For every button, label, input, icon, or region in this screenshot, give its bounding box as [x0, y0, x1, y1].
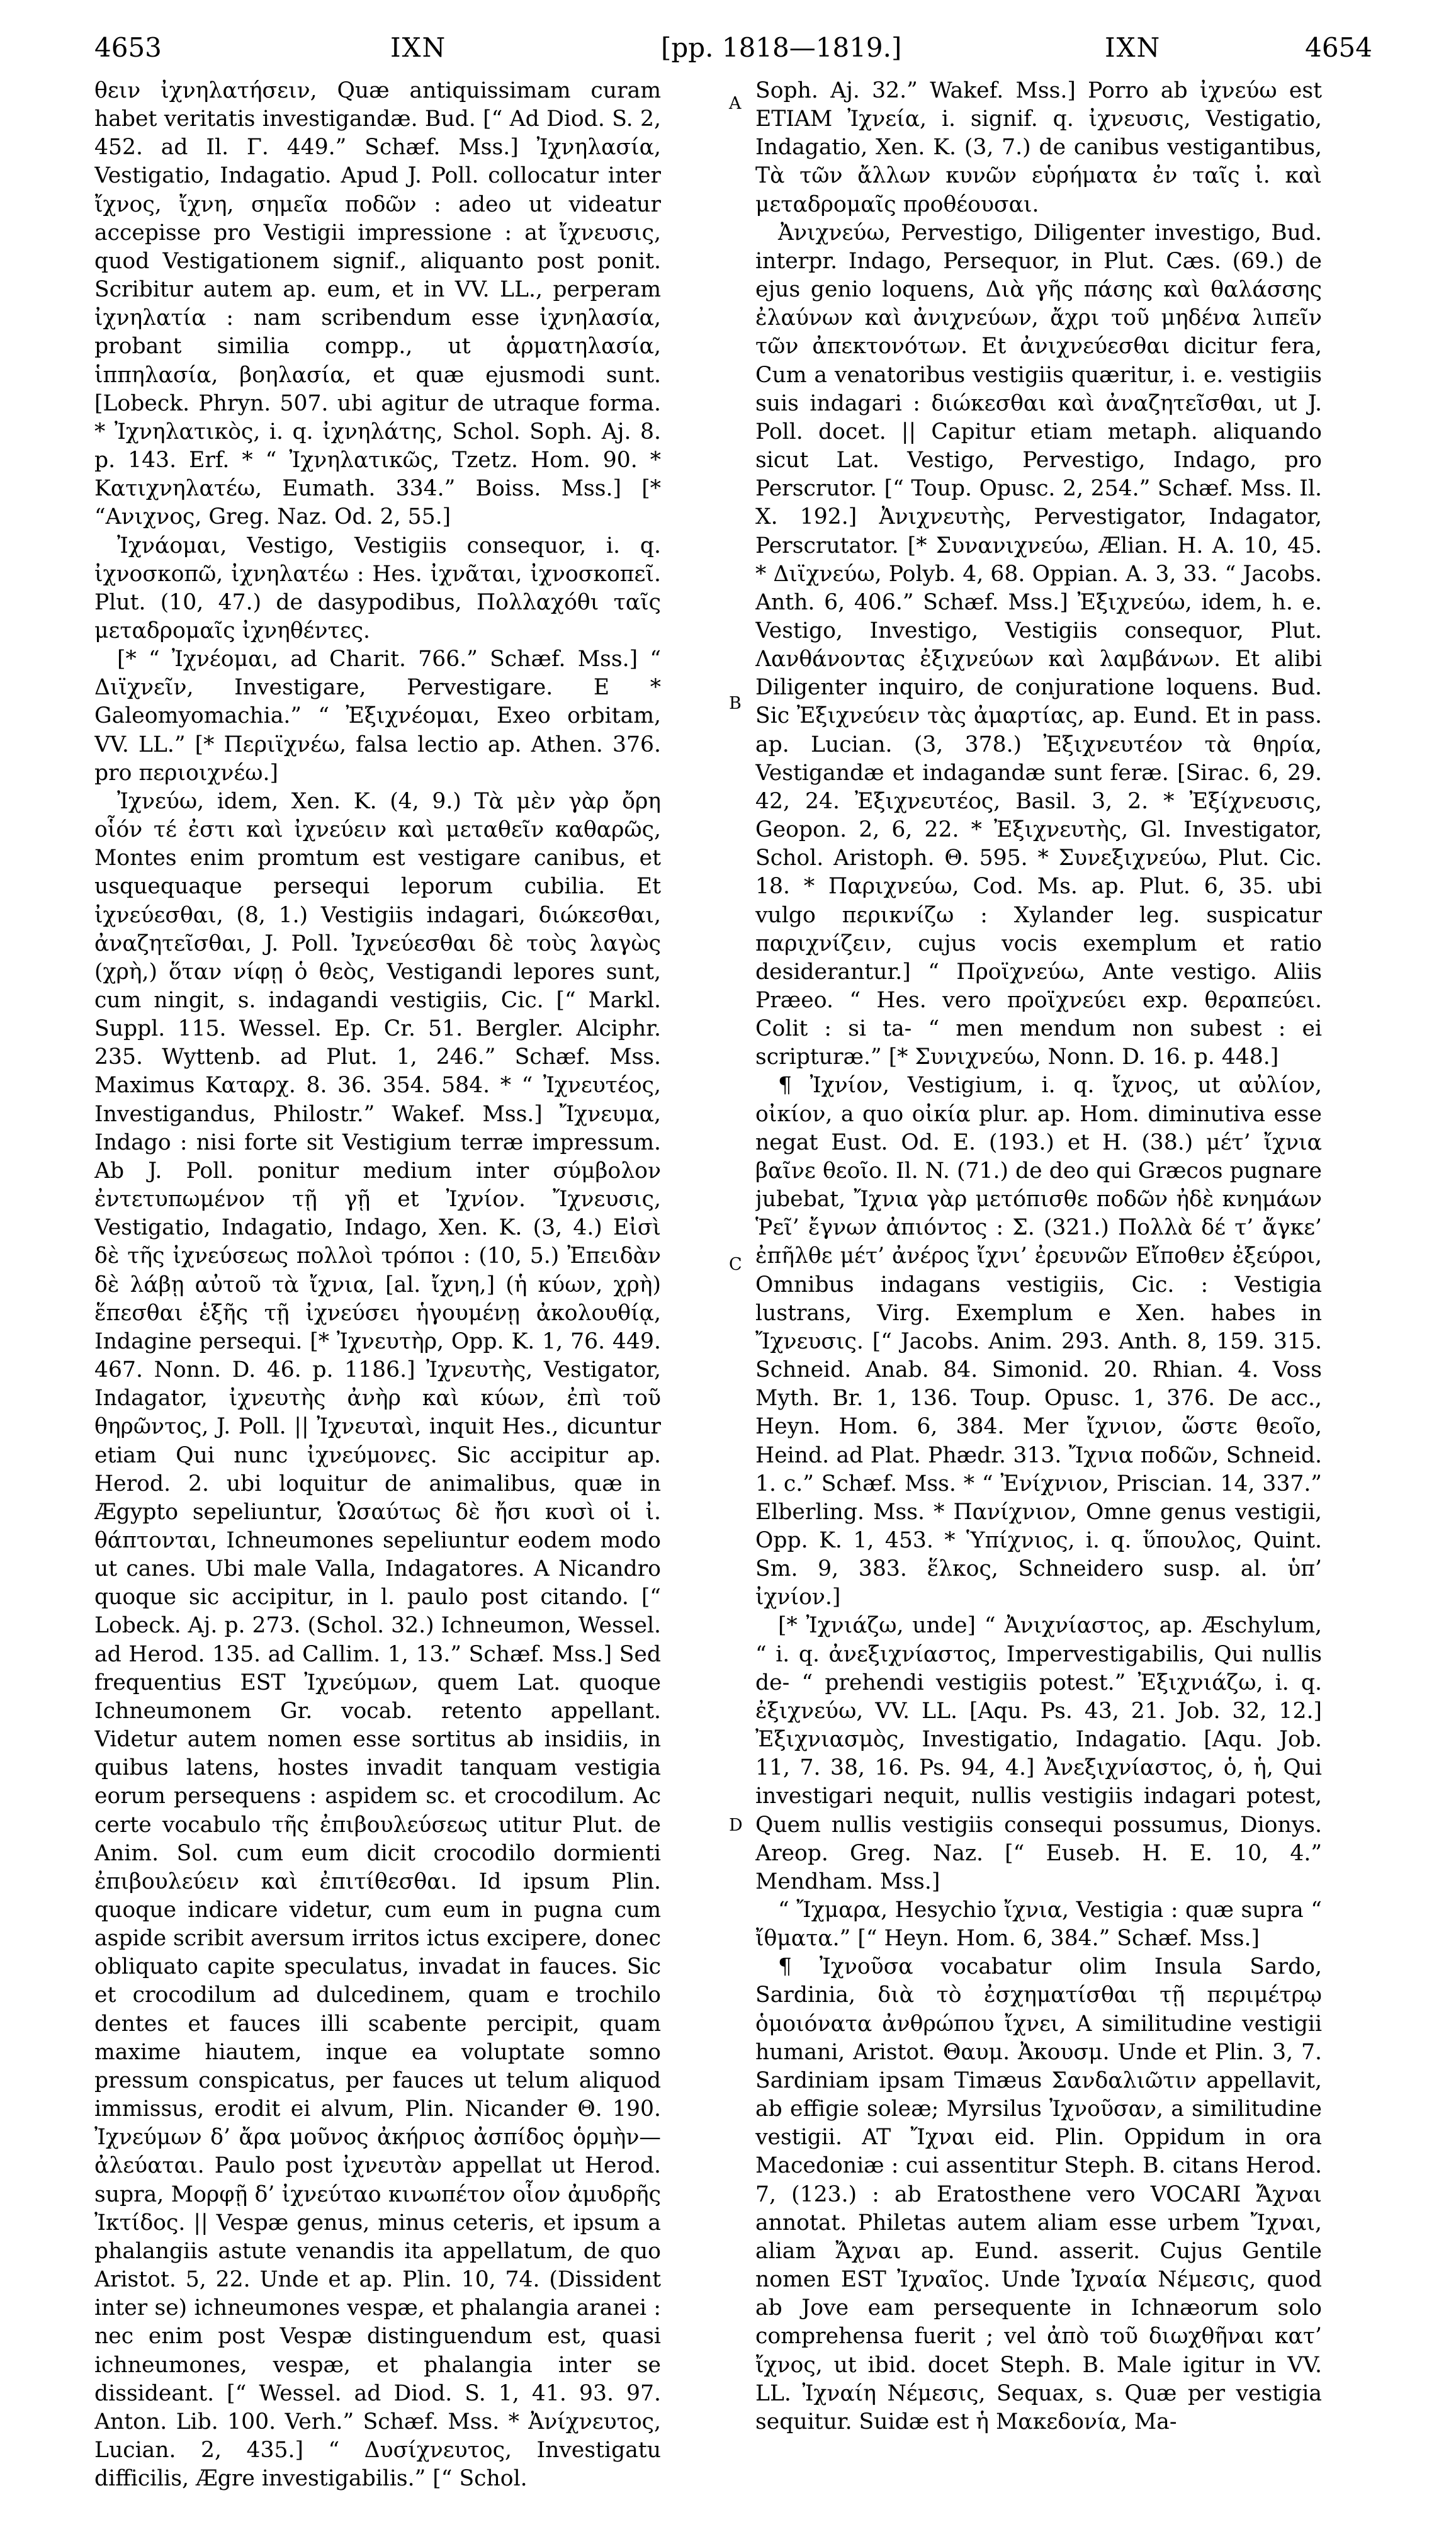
- entry-paragraph: ¶ Ἰχνοῦσα vocabatur olim Insula Sardo, Sardinia, διὰ τὸ ἐσχηματίσθαι τῇ περιμέτρῳ ὁμοιόνατα ἀνθρώπου ἴχνει, A similitudine vestigii humani, Aristot. Θαυμ. Ἀκουσμ. Unde et Plin. 3, 7. Sardiniam ipsam Timæus Σανδαλιῶτιν appellavit, ab effigie soleæ; Myrsilus Ἰχνοῦσαν, a similitudine vestigii. AT Ἴχναι eid. Plin. Oppidum in ora Macedoniæ : cui assentitur Steph. B. citans Herod. 7, (123.) : ab Eratosthene vero VOCARI Ἄχναι annotat. Philetas autem aliam esse urbem Ἴχναι, aliam Ἄχναι ap. Eund. asserit. Cujus Gentile nomen EST Ἰχναῖος. Unde Ἰχναία Νέμεσις, quod ab Jove eam persequente in Ichnæorum solo comprehensa fuerit ; vel ἀπὸ τοῦ διωχθῆναι κατ’ ἴχνος, ut ibid. docet Steph. B. Male igitur in VV. LL. Ἰχναίη Νέμεσις, Sequax, s. Quæ per vestigia sequitur. Suidæ est ἡ Μακεδονία, Ma-: [755, 1954, 1322, 2434]
- entry-paragraph: [* Ἰχνιάζω, unde] “ Ἀνιχνίαστος, ap. Æschylum, “ i. q. ἀνεξιχνίαστος, Impervestigabilis, Qui nullis de- “ prehendi vestigiis potest.” Ἐξιχνιάζω, i. q. ἐξιχνεύω, VV. LL. [Aqu. Ps. 43, 21. Job. 32, 12.] Ἐξιχνιασμὸς, Investigatio, Indagatio. [Aqu. Job. 11, 7. 38, 16. Ps. 94, 4.] Ἀνεξιχνίαστος, ὁ, ἡ, Qui investigari nequit, nullis vestigiis indagari potest, Quem nullis vestigiis consequi possumus, Dionys. Areop. Greg. Naz. [“ Euseb. H. E. 10, 4.” Mendham. Mss.]: [755, 1613, 1322, 1894]
- entry-paragraph: Soph. Aj. 32.” Wakef. Mss.] Porro ab ἰχνεύω est ETIAM Ἰχνεία, i. signif. q. ἰχνευσις, Vestigatio, Indagatio, Xen. K. (3, 7.) de canibus vestigantibus, Τὰ τῶν ἄλλων κυνῶν εὑρήματα ἐν ταῖς ἰ. καὶ μεταδρομαῖς προθέουσαι.: [755, 78, 1322, 217]
- entry-paragraph: “ Ἴχμαρα, Hesychio ἴχνια, Vestigia : quæ supra “ ἴθματα.” [“ Heyn. Hom. 6, 384.” Schæf. Mss.]: [755, 1897, 1322, 1952]
- entry-paragraph: [* “ Ἰχνέομαι, ad Charit. 766.” Schæf. Mss.] “ Διϊχνεῖν, Investigare, Pervestigare. E * Galeomyomachia.” “ Ἐξιχνέομαι, Exeo orbitam, VV. LL.” [* Περιϊχνέω, falsa lectio ap. Athen. 376. pro περιοιχνέω.]: [94, 647, 661, 786]
- section-marker-c: C: [729, 1255, 742, 1274]
- entry-paragraph: ¶ Ἰχνίον, Vestigium, i. q. ἴχνος, ut αὐλίον, οἰκίον, a quo οἰκία plur. ap. Hom. diminutiva esse negat Eust. Od. E. (193.) et H. (38.) μέτ’ ἴχνια βαῖνε θεοῖο. Il. N. (71.) de deo qui Græcos pugnare jubebat, Ἴχνια γὰρ μετόπισθε ποδῶν ἠδὲ κνημάων Ῥεῖ’ ἔγνων ἀπιόντος : Σ. (321.) Πολλὰ δέ τ’ ἄγκε’ ἐπῆλθε μέτ’ ἀνέρος ἴχνι’ ἐρευνῶν Εἴποθεν ἐξεύροι, Omnibus indagans vestigiis, Cic. : Vestigia lustrans, Virg. Exemplum e Xen. habes in Ἴχνευσις. [“ Jacobs. Anim. 293. Anth. 8, 159. 315. Schneid. Anab. 84. Simonid. 20. Rhian. 4. Voss Myth. Br. 1, 136. Toup. Opusc. 1, 376. De acc., Heyn. Hom. 6, 384. Mer ἴχνιον, ὥστε θεοῖο, Heind. ad Plat. Phædr. 313. Ἴχνια ποδῶν, Schneid. 1. c.” Schæf. Mss. * “ Ἐνίχνιον, Priscian. 14, 337.” Elberling. Mss. * Πανίχνιον, Omne genus vestigii, Opp. K. 1, 453. * Ὑπίχνιος, i. q. ὕπουλος, Quint. Sm. 9, 383. ἕλκος, Schneidero susp. al. ὑπ’ ἰχνίον.]: [755, 1073, 1322, 1610]
- running-header: [94, 28, 1372, 72]
- page-number-right: 4654: [1305, 32, 1372, 63]
- entry-paragraph: Ἀνιχνεύω, Pervestigo, Diligenter investigo, Bud. interpr. Indago, Persequor, in Plut. Cæs. (69.) de ejus genio loquens, Διὰ γῆς πάσης καὶ θαλάσσης ἐλαύνων καὶ ἀνιχνεύων, ἄχρι τοῦ μηδένα λιπεῖν τῶν ἀπεκτονότων. Et ἀνιχνεύεσθαι dicitur fera, Cum a venatoribus vestigiis quæritur, i. e. vestigiis suis indagari : διώκεσθαι καὶ ἀναζητεῖσθαι, ut J. Poll. docet. || Capitur etiam metaph. aliquando sicut Lat. Vestigo, Pervestigo, Indago, pro Perscrutor. [“ Toup. Opusc. 2, 254.” Schæf. Mss. Il. X. 192.] Ἀνιχνευτὴς, Pervestigator, Indagator, Perscrutator. [* Συνανιχνεύω, Ælian. H. A. 10, 45. * Διϊχνεύω, Polyb. 4, 68. Oppian. A. 3, 33. “ Jacobs. Anth. 6, 406.” Schæf. Mss.] Ἐξιχνεύω, idem, h. e. Vestigo, Investigo, Vestigiis consequor, Plut. Λανθάνοντας ἐξιχνεύων καὶ λαμβάνων. Et alibi Diligenter inquiro, de conjuratione loquens. Bud. Sic Ἐξιχνεύειν τὰς ἀμαρτίας, ap. Eund. Et in pass. ap. Lucian. (3, 378.) Ἐξιχνευτέον τὰ θηρία, Vestigandæ et indagandæ sunt feræ. [Sirac. 6, 29. 42, 24. Ἐξιχνευτέος, Basil. 3, 2. * Ἐξίχνευσις, Geopon. 2, 6, 22. * Ἐξιχνευτὴς, Gl. Investigator, Schol. Aristoph. Θ. 595. * Συνεξιχνεύω, Plut. Cic. 18. * Παριχνεύω, Cod. Ms. ap. Plut. 6, 35. ubi vulgo περικνίζω : Xylander leg. suspicatur παριχνίζειν, cujus vocis exemplum et ratio desiderantur.] “ Προϊχνεύω, Ante vestigo. Aliis Præeo. “ Hes. vero προϊχνεύει exp. θεραπεύει. Colit : si ta- “ men mendum non subest : ei scripturæ.” [* Συνιχνεύω, Nonn. D. 16. p. 448.]: [755, 220, 1322, 1070]
- entry-paragraph: θειν ἰχνηλατήσειν, Quæ antiquissimam curam habet veritatis investigandæ. Bud. [“ Ad Diod. S. 2, 452. ad Il. Γ. 449.” Schæf. Mss.] Ἰχνηλασία, Vestigatio, Indagatio. Apud J. Poll. collocatur inter ἴχνος, ἴχνη, σημεῖα ποδῶν : adeo ut videatur accepisse pro Vestigii impressione : at ἴχνευσις, quod Vestigationem signif., aliquanto post ponit. Scribitur autem ap. eum, et in VV. LL., perperam ἰχνηλατία : nam scribendum esse ἰχνηλασία, probant similia compp., ut ἁρματηλασία, ἱππηλασία, βοηλασία, et quæ ejusmodi sunt. [Lobeck. Phryn. 507. ubi agitur de utraque forma. * Ἰχνηλατικὸς, i. q. ἰχνηλάτης, Schol. Soph. Aj. 8. p. 143. Erf. * “ Ἰχνηλατικῶς, Tzetz. Hom. 90. * Κατιχνηλατέω, Eumath. 334.” Boiss. Mss.] [* “Ανιχνος, Greg. Naz. Od. 2, 55.]: [94, 78, 661, 530]
- left-column: [94, 77, 661, 2507]
- section-marker-b: B: [729, 694, 742, 713]
- section-marker-a: A: [729, 94, 742, 113]
- section-marker-d: D: [729, 1816, 743, 1835]
- page-range: [pp. 1818—1819.]: [661, 32, 902, 63]
- page-number-left: 4653: [94, 32, 162, 63]
- lemma-heading-right: IXN: [1105, 32, 1161, 63]
- entry-paragraph: Ἰχνάομαι, Vestigo, Vestigiis consequor, i. q. ἰχνοσκοπῶ, ἰχνηλατέω : Hes. ἰχνᾶται, ἰχνοσκοπεῖ. Plut. (10, 47.) de dasypodibus, Πολλαχόθι ταῖς μεταδρομαῖς ἰχνηθέντες.: [94, 533, 661, 643]
- entry-paragraph: Ἰχνεύω, idem, Xen. K. (4, 9.) Τὰ μὲν γὰρ ὄρη οἷόν τέ ἐστι καὶ ἰχνεύειν καὶ μεταθεῖν καθαρῶς, Montes enim promtum est vestigare canibus, et usquequaque persequi leporum cubilia. Et ἰχνεύεσθαι, (8, 1.) Vestigiis indagari, διώκεσθαι, ἀναζητεῖσθαι, J. Poll. Ἰχνεύεσθαι δὲ τοὺς λαγὼς (χρὴ,) ὅταν νίφῃ ὁ θεὸς, Vestigandi lepores sunt, cum ningit, s. indagandi vestigiis, Cic. [“ Markl. Suppl. 115. Wessel. Ep. Cr. 51. Bergler. Alciphr. 235. Wyttenb. ad Plut. 1, 246.” Schæf. Mss. Maximus Καταρχ. 8. 36. 354. 584. * “ Ἰχνευτέος, Investigandus, Philostr.” Wakef. Mss.] Ἴχνευμα, Indago : nisi forte sit Vestigium terræ impressum. Ab J. Poll. ponitur medium inter σύμβολον ἐντετυπωμένον τῇ γῇ et Ἰχνίον. Ἴχνευσις, Vestigatio, Indagatio, Indago, Xen. K. (3, 4.) Εἰσὶ δὲ τῆς ἰχνεύσεως πολλοὶ τρόποι : (10, 5.) Ἐπειδὰν δὲ λάβῃ αὐτοῦ τὰ ἴχνια, [al. ἴχνη,] (ἡ κύων, χρὴ) ἕπεσθαι ἑξῆς τῇ ἰχνεύσει ἡγουμένῃ ἀκολουθίᾳ, Indagine persequi. [* Ἰχνευτὴρ, Opp. K. 1, 76. 449. 467. Nonn. D. 46. p. 1186.] Ἰχνευτὴς, Vestigator, Indagator, ἰχνευτὴς ἀνὴρ καὶ κύων, ἐπὶ τοῦ θηρῶντος, J. Poll. || Ἰχνευταὶ, inquit Hes., dicuntur etiam Qui nunc ἰχνεύμονες. Sic accipitur ap. Herod. 2. ubi loquitur de animalibus, quæ in Ægypto sepeliuntur, Ὡσαύτως δὲ ἤσι κυσὶ οἱ ἰ. θάπτονται, Ichneumones sepeliuntur eodem modo ut canes. Ubi male Valla, Indagatores. A Nicandro quoque sic accipitur, in l. paulo post citando. [“ Lobeck. Aj. p. 273. (Schol. 32.) Ichneumon, Wessel. ad Herod. 135. ad Callim. 1, 13.” Schæf. Mss.] Sed frequentius EST Ἰχνεύμων, quem Lat. quoque Ichneumonem Gr. vocab. retento appellant. Videtur autem nomen esse sortitus ab insidiis, in quibus latens, hostes invadit tanquam vestigia eorum persequens : aspidem sc. et crocodilum. Ac certe vocabulo τῆς ἐπιβουλεύσεως utitur Plut. de Anim. Sol. cum eum dicit crocodilo dormienti ἐπιβουλεύειν καὶ ἐπιτίθεσθαι. Id ipsum Plin. quoque indicare videtur, cum eum in pugna cum aspide scribit aversum irritos ictus excipere, donec obliquato capite speculatus, invadat in fauces. Sic et crocodilum ad dulcedinem, quam e trochilo dentes et fauces illi scabente percipit, quam maxime hiautem, inque ea voluptate somno pressum conspicatus, per fauces ut telum aliquod immissus, erodit ei alvum, Plin. Nicander Θ. 190. Ἰχνεύμων δ’ ἄρα μοῦνος ἀκήριος ἀσπίδος ὁρμὴν—ἀλεύαται. Paulo post ἰχνευτὰν appellat ut Herod. supra, Μορφῇ δ’ ἰχνεύταο κινωπέτον οἷον ἀμυδρῆς Ἰκτίδος. || Vespæ genus, minus ceteris, et ipsum a phalangiis astute venandis ita appellatum, de quo Aristot. 5, 22. Unde et ap. Plin. 10, 74. (Dissident inter se) ichneumones vespæ, et phalangia aranei : nec enim post Vespæ distinguendum est, quasi ichneumones, vespæ, et phalangia inter se dissideant. [“ Wessel. ad Diod. S. 1, 41. 93. 97. Anton. Lib. 100. Verh.” Schæf. Mss. * Ἀνίχνευτος, Lucian. 2, 435.] “ Δυσίχνευτος, Investigatu difficilis, Ægre investigabilis.” [“ Schol.: [94, 788, 661, 2492]
- right-column: [755, 77, 1322, 2507]
- lemma-heading-left: IXN: [390, 32, 447, 63]
